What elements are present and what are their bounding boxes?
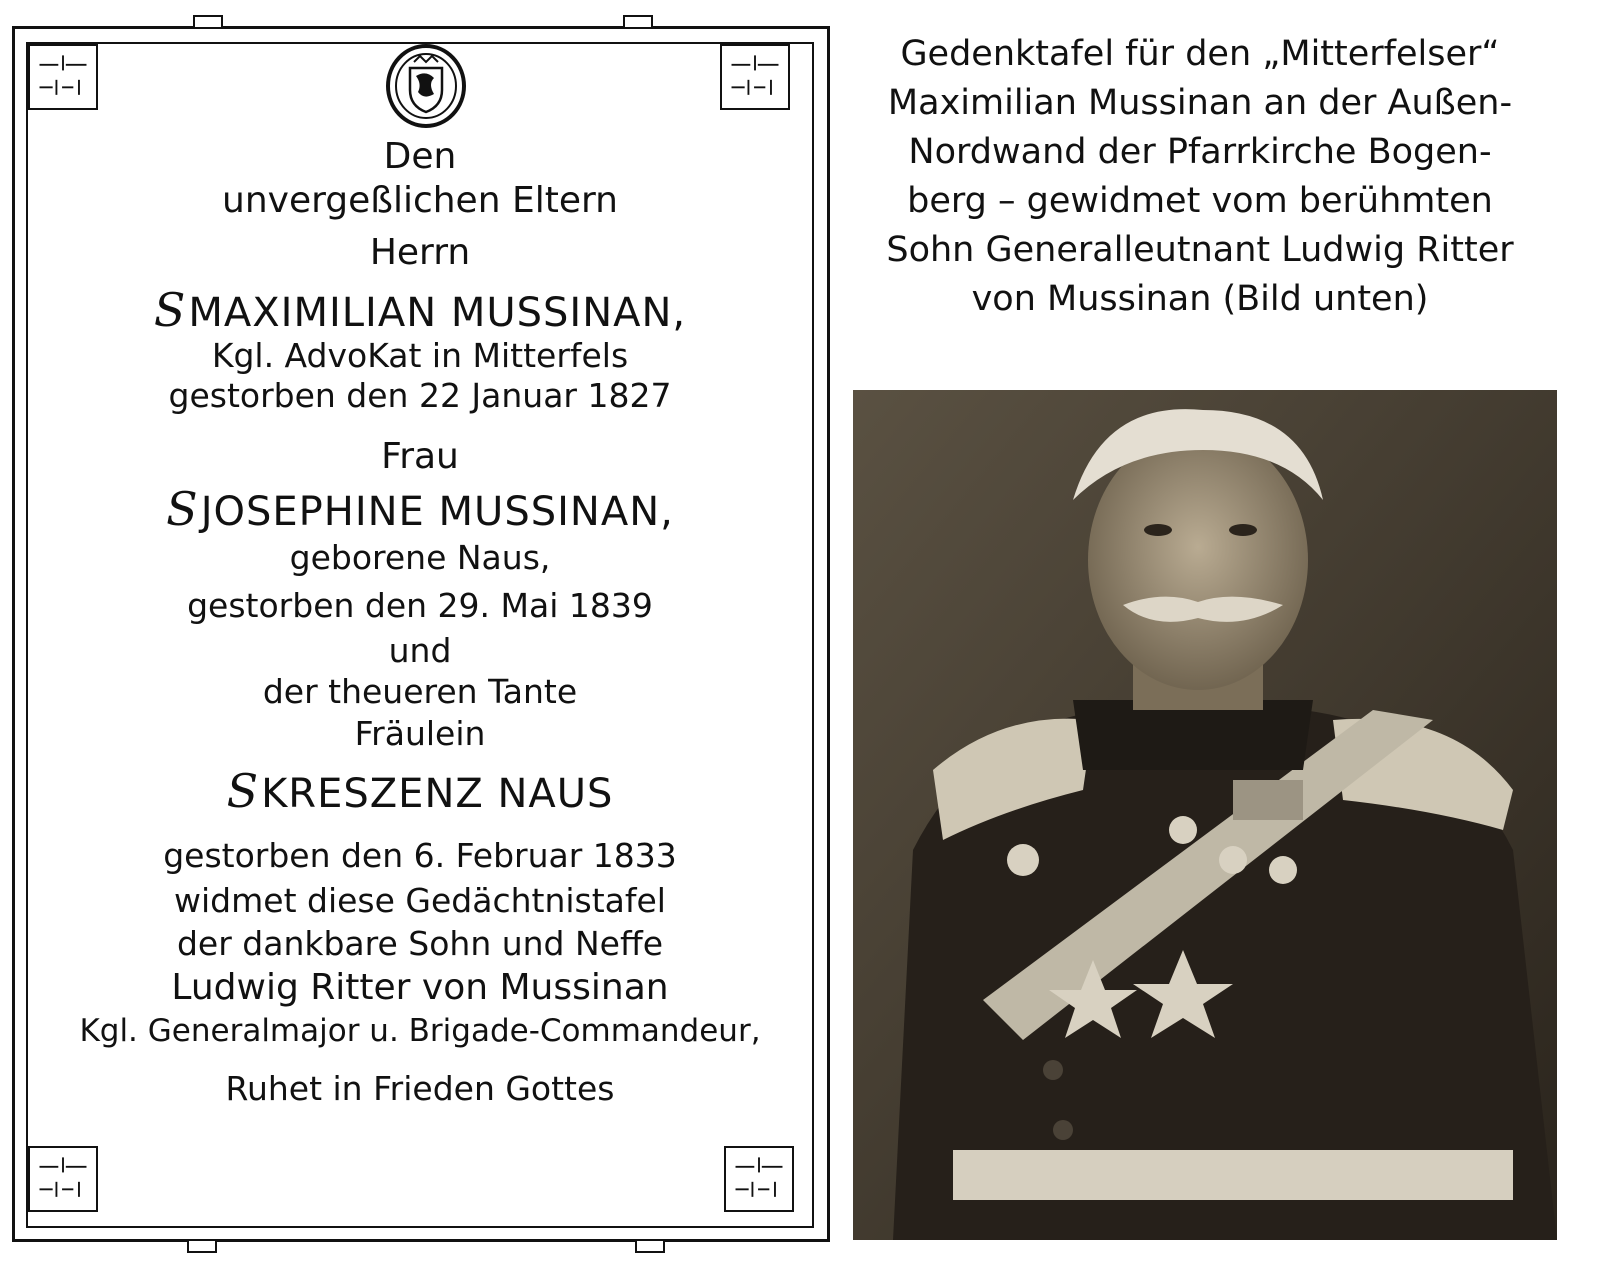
corner-ornament-icon xyxy=(28,1146,98,1212)
plaque-tab xyxy=(635,1239,665,1253)
plaque-name-line: SMAXIMILIAN MUSSINAN, xyxy=(153,283,687,338)
plaque-tab xyxy=(623,15,653,29)
caption-line: berg – gewidmet vom berühmten xyxy=(907,181,1493,221)
plaque-inscription xyxy=(40,138,800,1106)
caption-line: Gedenktafel für den „Mitterfelser“ xyxy=(900,34,1500,74)
plaque-line: der theueren Tante xyxy=(262,671,578,711)
caption-line: Nordwand der Pfarrkirche Bogen- xyxy=(908,132,1492,172)
plaque-line: Fräulein xyxy=(354,714,486,754)
plaque-line: Herrn xyxy=(369,231,471,273)
plaque-line: und xyxy=(388,631,452,671)
caption-line: von Mussinan (Bild unten) xyxy=(971,279,1429,319)
corner-ornament-icon xyxy=(28,44,98,110)
plaque-line: geborene Naus, xyxy=(289,537,551,577)
corner-ornament-icon xyxy=(724,1146,794,1212)
plaque-line: Frau xyxy=(381,435,459,477)
plaque-line: unvergeßlichen Eltern xyxy=(222,179,618,221)
plaque-tab xyxy=(193,15,223,29)
plaque-line: Kgl. AdvoKat in Mitterfels xyxy=(211,335,629,375)
plaque-line: Ludwig Ritter von Mussinan xyxy=(171,967,669,1009)
plaque-name: KRESZENZ NAUS xyxy=(261,771,614,818)
plaque-line: Den xyxy=(383,136,457,177)
plaque-name: JOSEPHINE MUSSINAN, xyxy=(200,488,674,535)
plaque-line: Kgl. Generalmajor u. Brigade-Commandeur, xyxy=(79,1012,761,1049)
plaque-tab xyxy=(187,1239,217,1253)
plaque-line: der dankbare Sohn und Neffe xyxy=(176,923,664,963)
plaque-name-line: SJOSEPHINE MUSSINAN, xyxy=(166,481,674,536)
plaque-name: MAXIMILIAN MUSSINAN, xyxy=(188,290,687,337)
corner-ornament-icon xyxy=(720,44,790,110)
plaque-name-line: SKRESZENZ NAUS xyxy=(226,764,614,819)
plaque-line: gestorben den 22 Januar 1827 xyxy=(168,376,672,416)
plaque-line: gestorben den 29. Mai 1839 xyxy=(187,586,653,626)
plaque-line: widmet diese Gedächtnistafel xyxy=(174,880,666,920)
caption xyxy=(840,30,1560,324)
plaque-line: Ruhet in Frieden Gottes xyxy=(225,1068,615,1108)
portrait-photo xyxy=(853,390,1557,1240)
caption-line: Maximilian Mussinan an der Außen- xyxy=(887,83,1513,123)
caption-line: Sohn Generalleutnant Ludwig Ritter xyxy=(886,230,1514,270)
coat-of-arms-seal-icon xyxy=(384,44,468,128)
plaque-line: gestorben den 6. Februar 1833 xyxy=(163,836,677,876)
